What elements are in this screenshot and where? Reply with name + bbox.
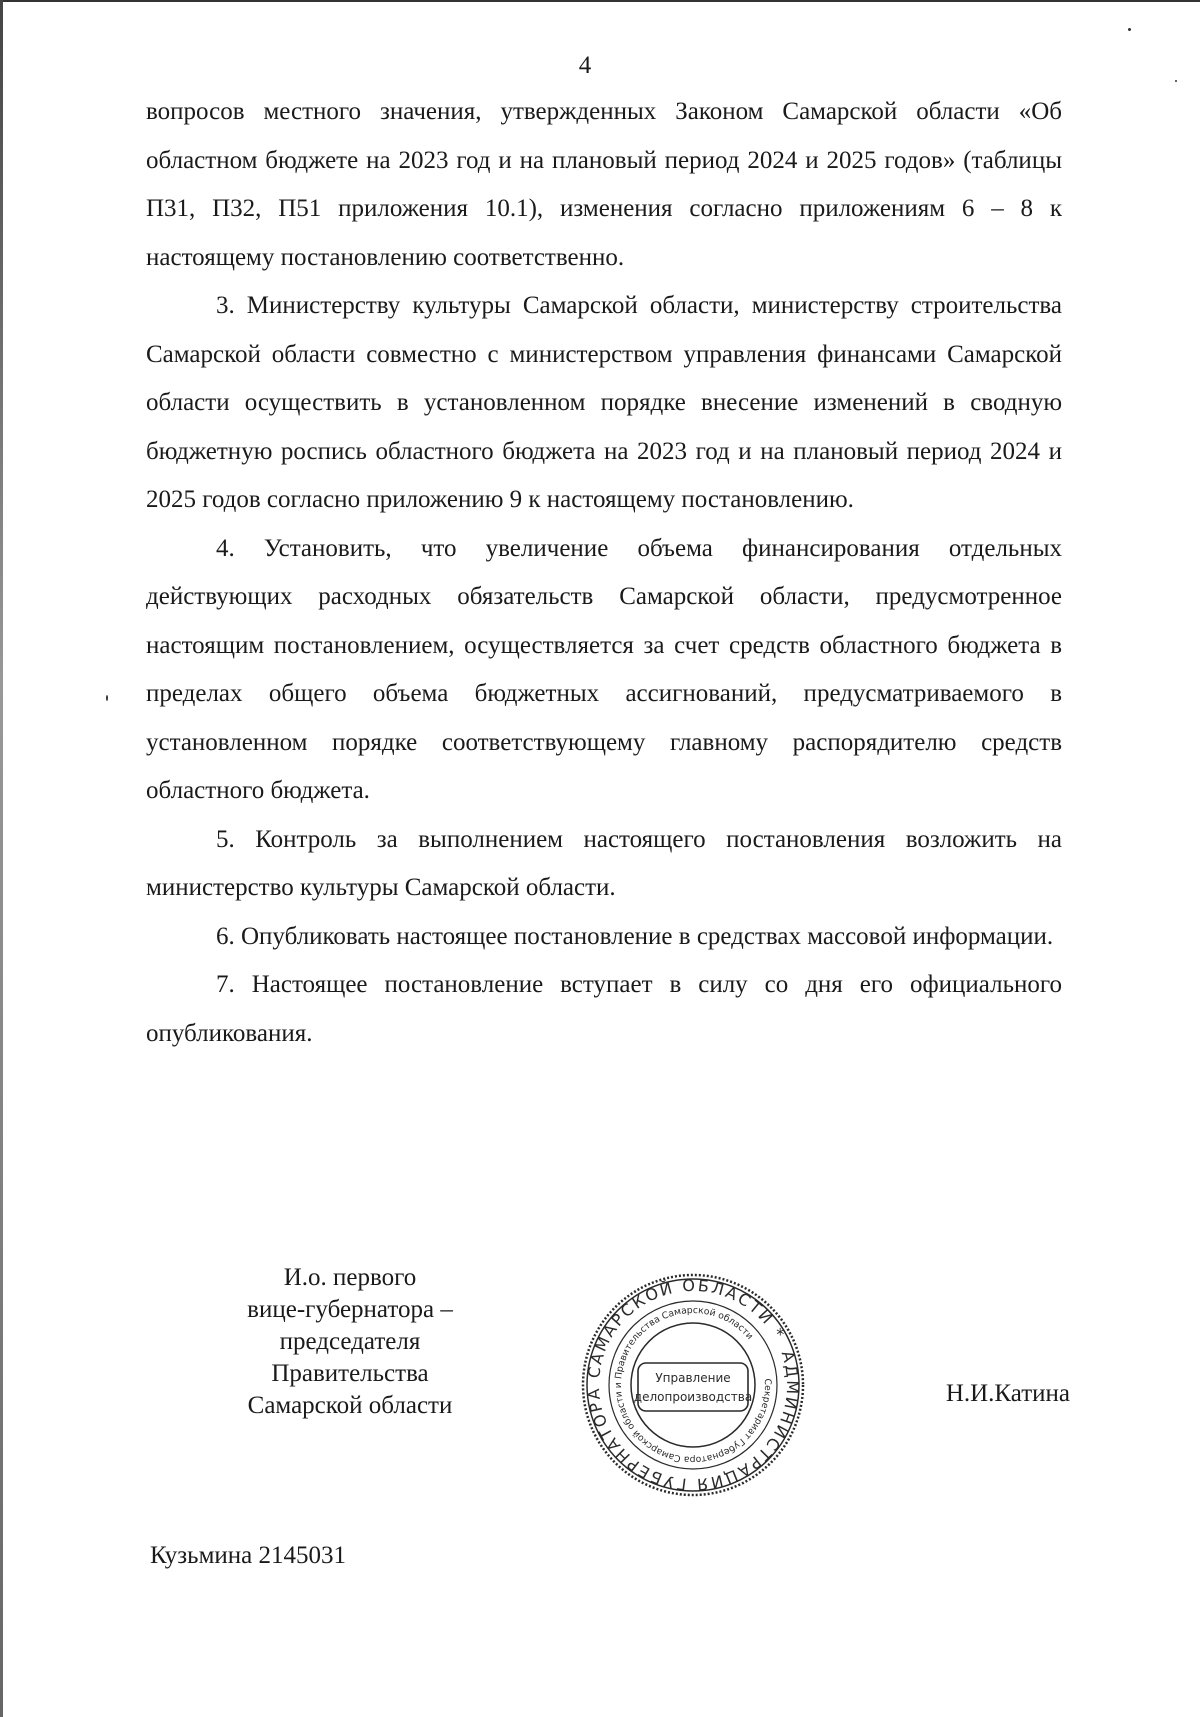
paragraph-continuation: вопросов местного значения, утвержденных Законом Самарской области «Об областном бюджете на 2023 год и на плановый период 2024 и 2025 годов» (таблицы П31, П32, П51 приложения 10.1), изменения согласно приложениям 6 – 8 к настоящему постановлению соответственно. <box>146 98 1062 271</box>
stamp-outer-text: АДМИНИСТРАЦИЯ ГУБЕРНАТОРА САМАРСКОЙ ОБЛАСТИ * <box>583 1275 803 1495</box>
paragraph-7: 7. Настоящее постановление вступает в силу со дня его официального опубликования. <box>146 971 1062 1047</box>
signatory-position-line: председателя Правительства <box>271 1328 429 1387</box>
paragraph-3: 3. Министерству культуры Самарской области, министерству строительства Самарской области совместно с министерством управления финансами Самарской области осуществить в установленном порядке внесение изменений в сводную бюджетную роспись областного бюджета на 2023 год и на плановый период 2024 и 2025 годов согласно приложению 9 к настоящему постановлению. <box>146 292 1062 513</box>
paragraph-5: 5. Контроль за выполнением настоящего постановления возложить на министерство культуры Самарской области. <box>146 825 1062 901</box>
official-stamp <box>578 1270 808 1500</box>
signatory-position-line: И.о. первого <box>283 1264 417 1291</box>
scan-left-edge <box>0 0 3 1717</box>
signatory-position-line: вице-губернатора – <box>247 1296 453 1323</box>
stamp-seal-graphic <box>578 1270 808 1500</box>
signatory-name: Н.И.Катина <box>945 1380 1070 1407</box>
signatory-position-line: Самарской области <box>247 1392 453 1419</box>
scan-speck <box>106 695 108 701</box>
stamp-center-line1: Управление <box>655 1371 731 1385</box>
signatory-position <box>200 1262 500 1422</box>
stamp-center-line2: делопроизводства <box>633 1390 753 1404</box>
executor-contact: Кузьмина 2145031 <box>150 1542 346 1569</box>
scan-speck <box>1128 28 1131 31</box>
paragraph-6: 6. Опубликовать настоящее постановление в средствах массовой информации. <box>216 922 1054 950</box>
paragraph-4: 4. Установить, что увеличение объема финансирования отдельных действующих расходных обязательств Самарской области, предусмотренное настоящим постановлением, осуществляется за счет средств областного бюджета в пределах общего объема бюджетных ассигнований, предусматриваемого в установленном порядке соответствующему главному распорядителю средств областного бюджета. <box>146 534 1062 804</box>
stamp-inner-text: Секретариат Губернатора Самарской области и Правительства Самарской области <box>612 1304 774 1466</box>
scan-top-edge <box>0 0 1200 2</box>
scan-speck <box>1175 80 1177 82</box>
page-number: 4 <box>578 52 592 79</box>
body-text <box>146 88 1062 1058</box>
